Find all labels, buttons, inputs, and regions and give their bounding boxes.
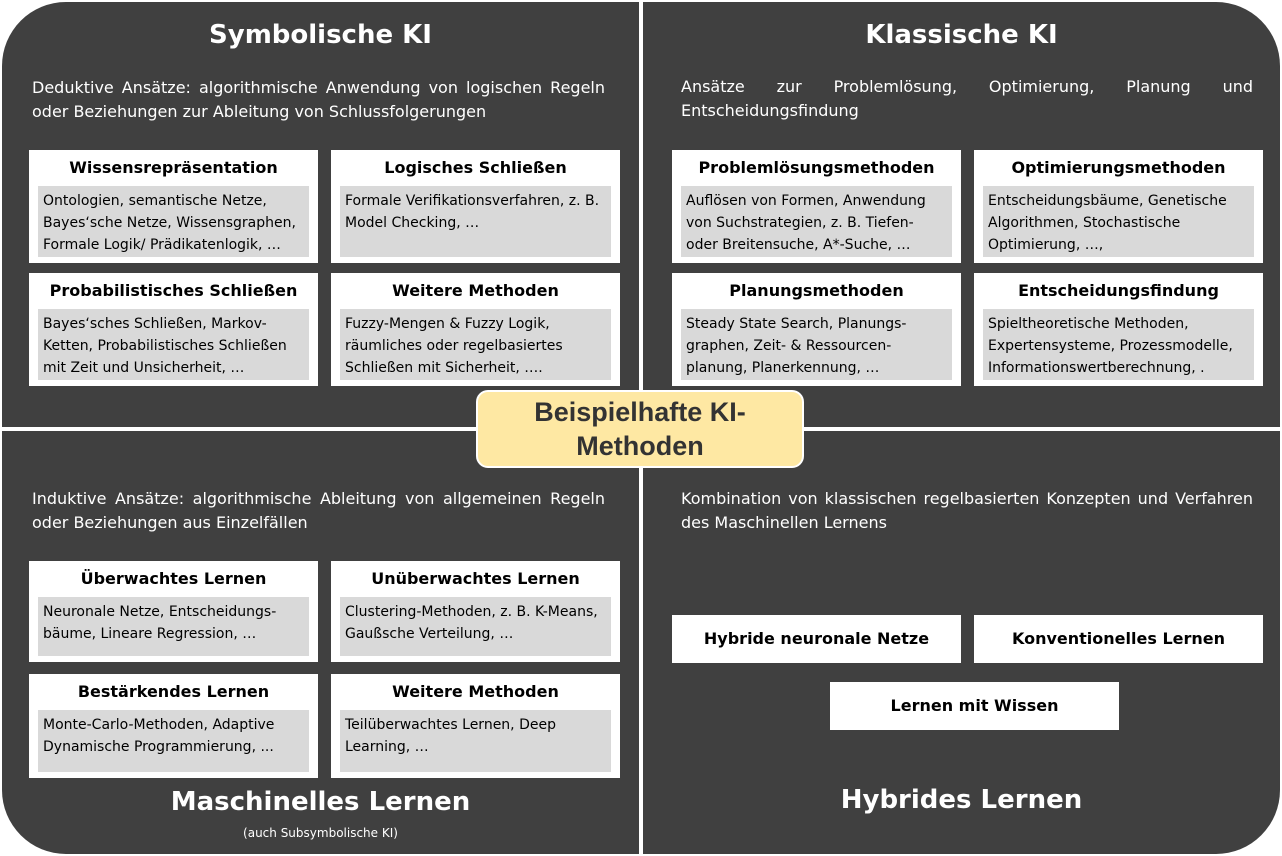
symbolic-title: Symbolische KI [209, 20, 432, 50]
card-body: Spieltheoretische Methoden, Expertensysteme, Prozessmodelle, Informationswertberechnung, . [983, 309, 1254, 380]
card-wissensrepraesentation [29, 150, 318, 263]
card-title: Problemlösungsmethoden [698, 158, 935, 177]
card-title: Entscheidungsfindung [1018, 281, 1219, 300]
box-hybride-neuronale-netze: Hybride neuronale Netze [672, 615, 961, 663]
ml-description: Induktive Ansätze: algorithmische Ableitung von allgemeinen Regeln oder Beziehungen aus Einzelfällen [32, 489, 605, 532]
center-label-text: Beispielhafte KI-Methoden [534, 397, 746, 461]
card-problemloesungsmethoden [672, 150, 961, 263]
card-title: Planungsmethoden [729, 281, 904, 300]
card-title: Weitere Methoden [392, 682, 559, 701]
hybrid-description: Kombination von klassischen regelbasierten Konzepten und Verfahren des Maschinellen Lernens [681, 489, 1253, 532]
ml-title: Maschinelles Lernen [170, 787, 471, 817]
card-title: Unüberwachtes Lernen [371, 569, 580, 588]
symbolic-description: Deduktive Ansätze: algorithmische Anwendung von logischen Regeln oder Beziehungen zur Ableitung von Schlussfolgerungen [32, 78, 605, 121]
quadrant-classic-ai [643, 2, 1280, 427]
card-body: Auflösen von Formen, Anwendung von Suchstrategien, z. B. Tiefen- oder Breitensuche, A*-Suche, … [681, 186, 952, 257]
card-body: Entscheidungsbäume, Genetische Algorithmen, Stochastische Optimierung, …, [983, 186, 1254, 257]
card-title: Probabilistisches Schließen [49, 281, 298, 300]
card-planungsmethoden [672, 273, 961, 386]
card-probabilistisches-schliessen [29, 273, 318, 386]
card-weitere-methoden-symbolic [331, 273, 620, 386]
quadrant-symbolic-ai [2, 2, 639, 427]
card-title: Bestärkendes Lernen [77, 682, 270, 701]
card-title: Weitere Methoden [392, 281, 559, 300]
quadrant-machine-learning [2, 431, 639, 854]
hybrid-title: Hybrides Lernen [840, 785, 1083, 815]
card-optimierungsmethoden [974, 150, 1263, 263]
card-body: Formale Verifikationsverfahren, z. B. Model Checking, … [340, 186, 611, 257]
quadrant-hybrid-learning [643, 431, 1280, 854]
card-title: Optimierungsmethoden [1011, 158, 1226, 177]
card-body: Fuzzy-Mengen & Fuzzy Logik, räumliches oder regelbasiertes Schließen mit Sicherheit, …. [340, 309, 611, 380]
center-label [476, 390, 804, 468]
card-body: Bayes‘sches Schließen, Markov-Ketten, Probabilistisches Schließen mit Zeit und Unsicherheit, … [38, 309, 309, 380]
box-lernen-mit-wissen: Lernen mit Wissen [830, 682, 1119, 730]
box-konventionelles-lernen: Konventionelles Lernen [974, 615, 1263, 663]
card-ueberwachtes-lernen [29, 561, 318, 662]
card-title: Logisches Schließen [384, 158, 567, 177]
card-weitere-methoden-ml [331, 674, 620, 778]
card-logisches-schliessen [331, 150, 620, 263]
card-body: Monte-Carlo-Methoden, Adaptive Dynamische Programmierung, ... [38, 710, 309, 772]
card-unueberwachtes-lernen [331, 561, 620, 662]
card-title: Wissensrepräsentation [69, 158, 278, 177]
card-body: Ontologien, semantische Netze, Bayes‘sche Netze, Wissensgraphen, Formale Logik/ Prädikatenlogik, … [38, 186, 309, 257]
ml-subtitle: (auch Subsymbolische KI) [243, 826, 398, 840]
card-body: Teilüberwachtes Lernen, Deep Learning, … [340, 710, 611, 772]
card-body: Steady State Search, Planungs-graphen, Zeit- & Ressourcen-planung, Planerkennung, … [681, 309, 952, 380]
card-bestaerkendes-lernen [29, 674, 318, 778]
classic-description: Ansätze zur Problemlösung, Optimierung, Planung und Entscheidungsfindung [681, 77, 1253, 120]
card-body: Clustering-Methoden, z. B. K-Means, Gaußsche Verteilung, … [340, 597, 611, 656]
classic-title: Klassische KI [865, 20, 1058, 50]
card-entscheidungsfindung [974, 273, 1263, 386]
card-title: Überwachtes Lernen [80, 569, 267, 588]
card-body: Neuronale Netze, Entscheidungs-bäume, Lineare Regression, … [38, 597, 309, 656]
